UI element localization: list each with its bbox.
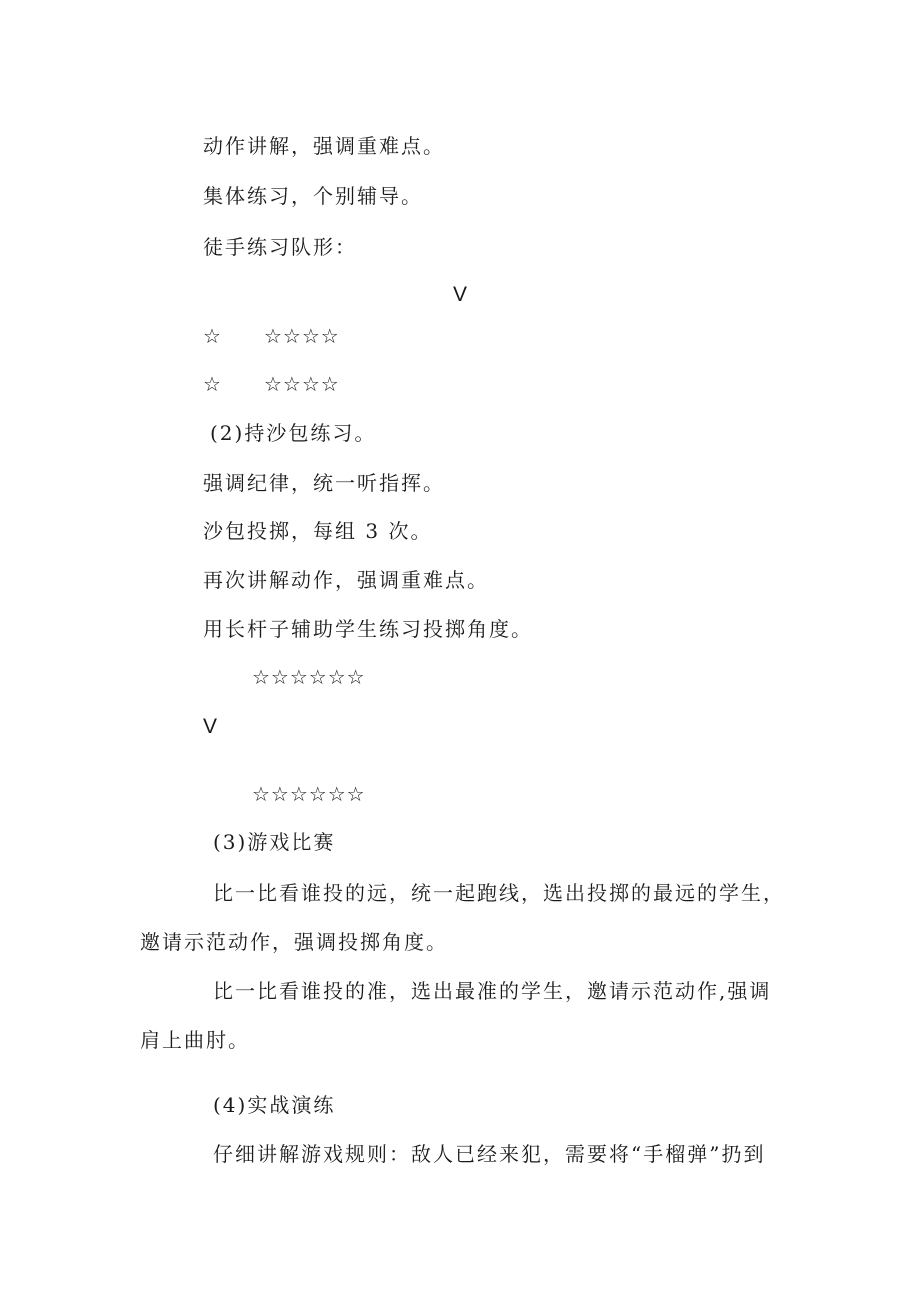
text-line: 沙包投掷，每组 3 次。 [203, 519, 433, 543]
section-heading: (4)实战演练 [213, 1093, 336, 1117]
text-line: 肩上曲肘。 [140, 1028, 250, 1052]
formation-star: ☆ [203, 324, 222, 348]
section-heading: (2)持沙包练习。 [210, 421, 377, 445]
text-line: 再次讲解动作，强调重难点。 [203, 568, 489, 592]
formation-stars: ☆☆☆☆ [264, 372, 340, 396]
text-line: 强调纪律，统一听指挥。 [203, 471, 445, 495]
formation-star: ☆ [203, 372, 222, 396]
text-line: 比一比看谁投的准，选出最准的学生，邀请示范动作,强调 [213, 979, 772, 1003]
text-line: 用长杆子辅助学生练习投掷角度。 [203, 617, 533, 641]
text-line: 仔细讲解游戏规则：敌人已经来犯，需要将“手榴弹”扔到 [213, 1142, 766, 1166]
text-line: 集体练习，个别辅导。 [203, 184, 423, 208]
text-line: 徒手练习队形： [203, 235, 357, 259]
text-line: 邀请示范动作，强调投掷角度。 [140, 930, 448, 954]
section-heading: (3)游戏比赛 [213, 830, 336, 854]
teacher-mark: V [453, 283, 470, 306]
teacher-mark: V [203, 715, 220, 738]
formation-stars: ☆☆☆☆ [264, 324, 340, 348]
text-line: 比一比看谁投的远，统一起跑线，选出投掷的最远的学生， [213, 881, 785, 905]
text-line: 动作讲解，强调重难点。 [203, 134, 445, 158]
formation-stars: ☆☆☆☆☆☆ [252, 782, 366, 806]
formation-stars: ☆☆☆☆☆☆ [252, 665, 366, 689]
